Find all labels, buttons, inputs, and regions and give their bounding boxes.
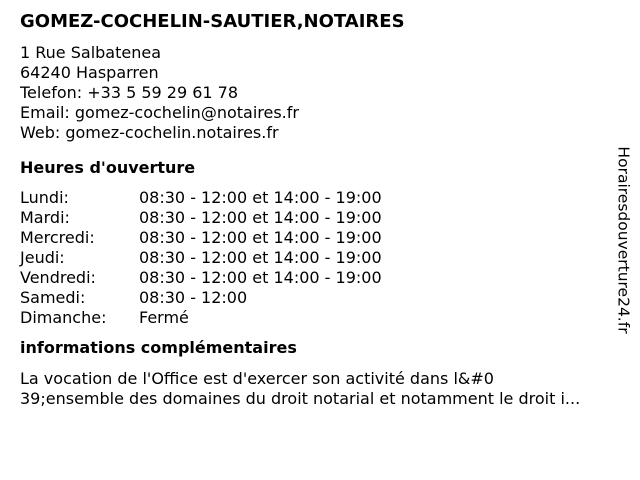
hours-value: 08:30 - 12:00 et 14:00 - 19:00 <box>139 268 382 287</box>
street-address: 1 Rue Salbatenea <box>20 43 162 62</box>
phone-number: Telefon: +33 5 59 29 61 78 <box>20 83 239 102</box>
office-name: GOMEZ-COCHELIN-SAUTIER,NOTAIRES <box>20 11 405 32</box>
opening-hours-heading: Heures d'ouverture <box>20 158 196 177</box>
site-watermark <box>612 136 636 344</box>
hours-row-saturday <box>20 288 632 308</box>
hours-value: 08:30 - 12:00 et 14:00 - 19:00 <box>139 228 382 247</box>
hours-row-friday <box>20 268 632 288</box>
hours-row-sunday <box>20 308 632 328</box>
info-text-line-2: 39;ensemble des domaines du droit notarial et notamment le droit i... <box>20 389 581 408</box>
hours-value: 08:30 - 12:00 et 14:00 - 19:00 <box>139 248 382 267</box>
hours-value: 08:30 - 12:00 et 14:00 - 19:00 <box>139 208 382 227</box>
business-info-card <box>20 9 632 409</box>
day-label: Dimanche: <box>20 308 107 327</box>
hours-row-thursday <box>20 248 632 268</box>
additional-info-text <box>20 369 632 409</box>
hours-value: 08:30 - 12:00 <box>139 288 248 307</box>
contact-block <box>20 43 632 143</box>
hours-row-tuesday <box>20 208 632 228</box>
day-label: Jeudi: <box>20 248 65 267</box>
website-address: Web: gomez-cochelin.notaires.fr <box>20 123 279 142</box>
city-postcode: 64240 Hasparren <box>20 63 159 82</box>
day-label: Mercredi: <box>20 228 95 247</box>
day-label: Lundi: <box>20 188 69 207</box>
watermark-text: Horairesdouverture24.fr <box>615 146 634 334</box>
day-label: Mardi: <box>20 208 70 227</box>
hours-row-wednesday <box>20 228 632 248</box>
hours-value: 08:30 - 12:00 et 14:00 - 19:00 <box>139 188 382 207</box>
email-address: Email: gomez-cochelin@notaires.fr <box>20 103 299 122</box>
additional-info-heading: informations complémentaires <box>20 338 297 357</box>
day-label: Vendredi: <box>20 268 96 287</box>
info-text-line-1: La vocation de l'Office est d'exercer son activité dans l&#0 <box>20 369 494 388</box>
hours-value: Fermé <box>139 308 189 327</box>
opening-hours-list <box>20 188 632 328</box>
hours-row-monday <box>20 188 632 208</box>
day-label: Samedi: <box>20 288 86 307</box>
